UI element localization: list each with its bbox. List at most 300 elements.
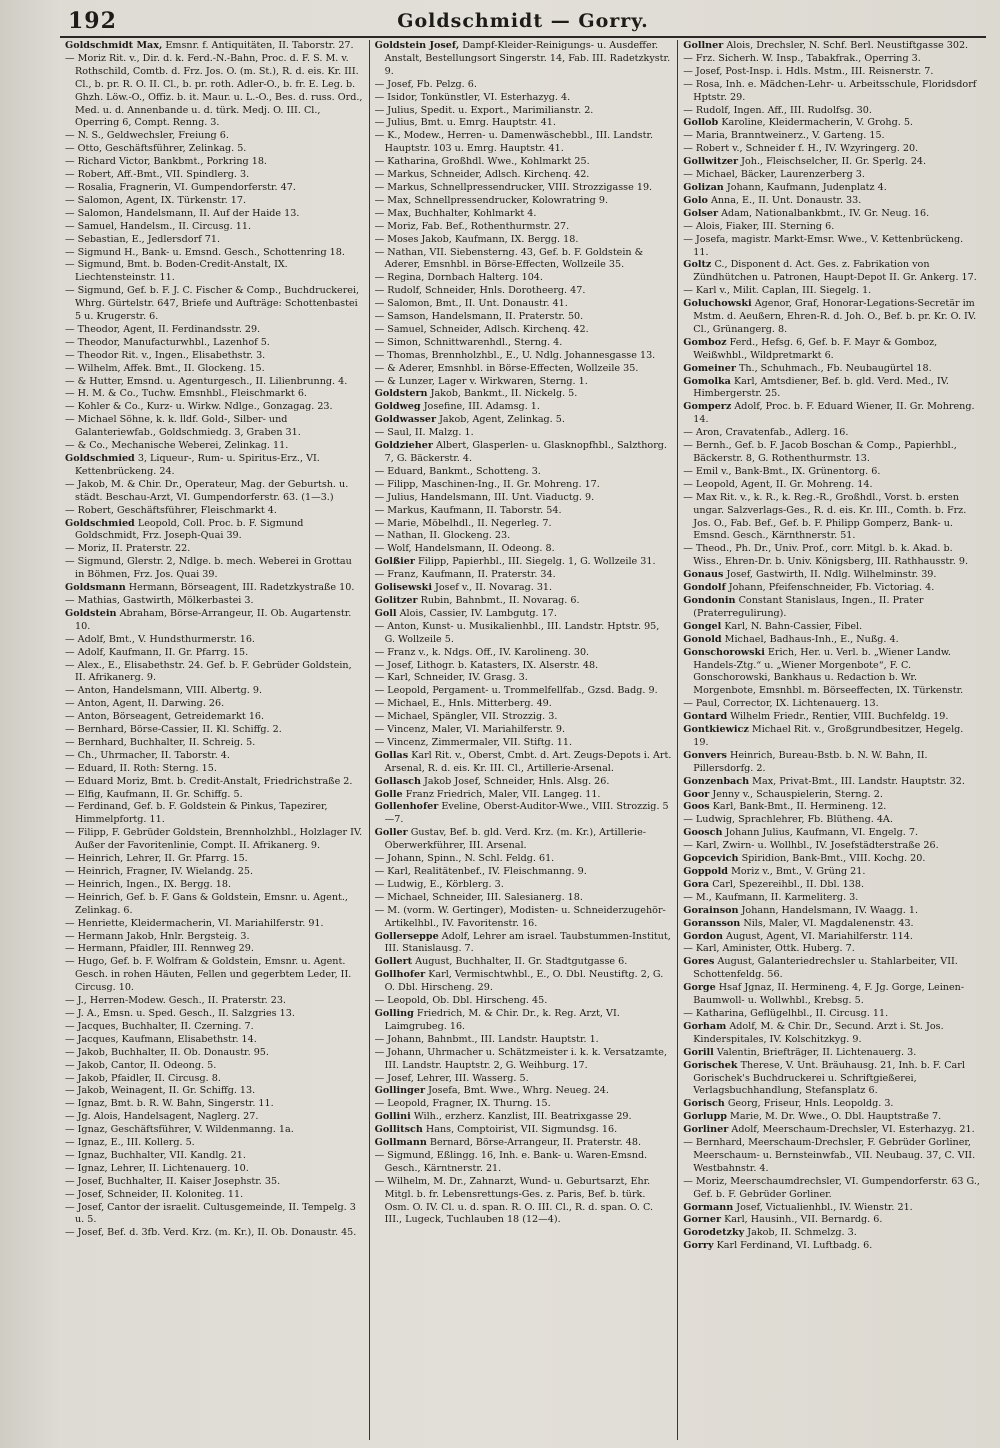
entry-details: Moriz v., Bmt., V. Grüng 21. [731,866,866,877]
entry-details: — Moriz, II. Praterstr. 22. [65,543,191,555]
entry-details: — Theod., Ph. Dr., Univ. Prof., corr. Mitgl. b. k. Akad. b. Wiss., Ehren-Dr. b. Univ. Königsberg, III. Rathhausstr. 9. [683,543,969,568]
directory-entry [65,724,364,737]
directory-entry [65,1034,364,1047]
entry-surname: Gorlupp [683,1111,727,1123]
directory-entry [375,363,673,376]
directory-entry [683,982,981,1008]
entry-details: — Julius, Handelsmann, III. Unt. Viaductg. 9. [374,491,595,503]
entry-details: Karl, N. Bahn-Cassier, Fibel. [724,620,863,632]
entry-details: Wilhelm Friedr., Rentier, VIII. Buchfeldg. 19. [730,711,949,723]
entry-details: Karl Ferdinand, VI. Luftbadg. 6. [716,1240,873,1252]
directory-entry [375,505,673,518]
directory-entry [375,698,673,711]
entry-details: — Emil v., Bank-Bmt., IX. Grünentorg. 6. [683,465,881,477]
entry-details: — Wilhelm, M. Dr., Zahnarzt, Wund- u. Geburtsarzt, Ehr. Mitgl. b. fr. Lebensrettungs-Ges. z. Paris, Bef. b. türk. Osm. O. IV. Cl. u. d. span. R. O. III. Cl., R. d. span. O. C. III., Lugeck, Tuchlauben 18 (12—4). [374,1175,654,1226]
entry-details: — Anton, Kunst- u. Musikalienhbl., III. Landstr. Hptstr. 95, G. Wollzeile 5. [374,620,660,645]
directory-entry [65,247,364,260]
directory-entry [65,1202,364,1228]
directory-entry [375,892,673,905]
directory-entry [375,1073,673,1086]
directory-entry [65,479,364,505]
directory-entry [683,298,981,337]
entry-surname: Gorill [683,1046,714,1058]
entry-details: — Sebastian, E., Jedlersdorf 71. [65,233,221,245]
directory-entry [375,827,673,853]
entry-details: — Jakob, Buchhalter, II. Ob. Donaustr. 95. [65,1046,269,1058]
entry-details: — Rudolf, Schneider, Hnls. Dorotheerg. 47. [374,285,586,297]
entry-details: — & Aderer, Emsnhbl. in Börse-Effecten, Wollzeile 35. [374,362,639,374]
entry-surname: Goll [374,607,397,619]
directory-entry [375,156,673,169]
entry-details: — Richard Victor, Bankbmt., Porkring 18. [65,156,267,168]
entry-details: — Adolf, Bmt., V. Hundsthurmerstr. 16. [65,633,255,645]
entry-details: — Max, Buchhalter, Kohlmarkt 4. [374,207,537,219]
directory-entry [683,221,981,234]
directory-entry [683,401,981,427]
directory-entry [375,737,673,750]
entry-surname: Goldstein [65,607,117,619]
directory-entry [65,608,364,634]
entry-surname: Gollwitzer [683,156,739,168]
directory-entry [375,311,673,324]
directory-entry [375,234,673,247]
directory-entry [375,1047,673,1073]
directory-entry [65,440,364,453]
entry-surname: Goldzieher [374,440,433,452]
directory-entry [683,208,981,221]
directory-entry [683,1124,981,1137]
entry-details: — Vincenz, Maler, VI. Mariahilferstr. 9. [374,724,566,736]
entry-details: Abraham, Börse-Arrangeur, II. Ob. Augartenstr. 10. [75,607,352,632]
entry-details: — J. A., Emsn. u. Sped. Gesch., II. Salzgries 13. [65,1007,295,1019]
entry-details: — Robert, Geschäftsführer, Fleischmarkt 4. [65,504,277,516]
directory-entry [65,995,364,1008]
directory-entry [375,969,673,995]
entry-details: — Heinrich, Lehrer, II. Gr. Pfarrg. 15. [65,853,248,865]
directory-entry [375,427,673,440]
directory-entry [65,879,364,892]
directory-entry [65,388,364,401]
entry-details: — Johann, Spinn., N. Schl. Feldg. 61. [374,853,555,865]
directory-entry [375,440,673,466]
directory-entry [375,1085,673,1098]
directory-entry [683,853,981,866]
entry-details: — Ferdinand, Gef. b. F. Goldstein & Pinkus, Tapezirer, Himmelpfortg. 11. [65,801,328,826]
entry-details: — Markus, Schneider, Adlsch. Kirchenq. 42. [374,169,590,181]
directory-entry [683,724,981,750]
entry-details: — Ignaz, Buchhalter, VII. Kandlg. 21. [65,1149,246,1161]
entry-details: Josef v., II. Novarag. 31. [435,582,553,594]
entry-details: Max, Privat-Bmt., III. Landstr. Hauptstr. 32. [752,775,965,787]
entry-surname: Golisewski [374,582,432,594]
entry-details: Dampf-Kleider-Reinigungs- u. Ausdeffer. Anstalt, Bestellungsort Singerstr. 14, Fab. III. Radetzkystr. 9. [384,40,671,77]
entry-details: — & Co., Mechanische Weberei, Zelinkag. 11. [65,440,289,452]
directory-entry [683,827,981,840]
directory-entry [65,1111,364,1124]
entry-details: — Rosa, Inh. e. Mädchen-Lehr- u. Arbeitsschule, Floridsdorf Hptstr. 29. [683,78,977,103]
directory-entry [375,776,673,789]
entry-details: — Michael, Spängler, VII. Strozzig. 3. [374,711,558,723]
directory-entry [65,337,364,350]
directory-entry [65,208,364,221]
directory-entry [65,401,364,414]
directory-entry [375,247,673,273]
entry-surname: Gollob [683,117,719,129]
directory-entry [65,763,364,776]
entry-details: Karoline, Kleidermacherin, V. Grohg. 5. [721,117,913,129]
directory-entry [683,801,981,814]
entry-details: Josef, Gastwirth, II. Ndlg. Wilhelminstr. 39. [726,569,937,581]
entry-surname: Gorischek [683,1059,738,1071]
entry-details: — Alex., E., Elisabethstr. 24. Gef. b. F. Gebrüder Goldstein, II. Afrikanerg. 9. [65,659,352,684]
directory-entry [375,388,673,401]
entry-details: — Sigmund, Glerstr. 2, Ndlge. b. mech. Weberei in Grottau in Böhmen, Frz. Jos. Quai 39. [65,556,352,581]
entry-surname: Gomolka [683,375,731,387]
directory-entry [683,363,981,376]
column-right [677,40,986,1440]
entry-details: Josef, Victualienhbl., IV. Wienstr. 21. [736,1201,913,1213]
directory-entry [375,466,673,479]
entry-details: — Leopold, Fragner, IX. Thurng. 15. [374,1098,551,1110]
entry-details: Eveline, Oberst-Auditor-Wwe., VIII. Strozzig. 5—7. [384,801,669,826]
directory-entry [683,1214,981,1227]
directory-entry [65,1073,364,1086]
directory-entry [65,1163,364,1176]
directory-entry [683,1008,981,1021]
directory-entry [375,582,673,595]
directory-entry [683,931,981,944]
entry-details: — Johann, Uhrmacher u. Schätzmeister i. k. k. Versatzamte, III. Landstr. Hauptstr. 2, G. Weihburg. 17. [374,1046,667,1071]
entry-details: — Sigmund H., Bank- u. Emsnd. Gesch., Schottenring 18. [65,246,345,258]
entry-details: — Salomon, Handelsmann, II. Auf der Haide 13. [65,207,300,219]
directory-entry [375,931,673,957]
entry-surname: Gorham [683,1020,727,1032]
entry-details: Leopold, Coll. Proc. b. F. Sigmund Goldschmidt, Frz. Joseph-Quai 39. [75,517,304,542]
entry-details: — Bernh., Gef. b. F. Jacob Boschan & Comp., Papierhbl., Bäckerstr. 8, G. Rothenthurmstr. 13. [683,440,957,464]
entry-details: August, Galanteriedrechsler u. Stahlarbeiter, VII. Schottenfeldg. 56. [693,956,958,981]
entry-surname: Goldstein Josef, [374,40,460,51]
entry-details: — Mathias, Gastwirth, Mölkerbastei 3. [65,594,254,606]
entry-surname: Goldweg [374,401,421,413]
entry-surname: Gollinger [374,1085,425,1097]
entry-details: C., Disponent d. Act. Ges. z. Fabrikation von Zündhütchen u. Patronen, Haupt-Depot II. Gr. Ankerg. 17. [693,259,977,284]
entry-surname: Gontkiewicz [683,724,749,736]
entry-details: — Hugo, Gef. b. F. Wolfram & Goldstein, Emsnr. u. Agent. Gesch. in rohen Häuten, Fellen und gegerbtem Leder, II. Circusg. 10. [65,956,352,994]
entry-details: Georg, Friseur, Hnls. Leopoldg. 3. [727,1098,894,1110]
entry-details: — Thomas, Brennholzhbl., E., U. Ndlg. Johannesgasse 13. [374,349,656,361]
entry-details: — K., Modew., Herren- u. Damenwäschebbl., III. Landstr. Hauptstr. 103 u. Emrg. Hauptstr. 41. [374,130,654,155]
directory-entry [683,337,981,363]
entry-details: Emsnr. f. Antiquitäten, II. Taborstr. 27. [165,40,354,51]
entry-details: Nils, Maler, VI. Magdalenenstr. 43. [743,917,914,929]
entry-details: — Moriz, Meerschaumdrechsler, VI. Gumpendorferstr. 63 G., Gef. b. F. Gebrüder Gorliner. [683,1175,980,1200]
entry-details: — Markus, Kaufmann, II. Taborstr. 54. [374,504,562,516]
entry-surname: Gopcevich [683,853,739,865]
entry-details: Karl, Vermischtwhbl., E., O. Dbl. Neustiftg. 2, G. O. Dbl. Hirscheng. 29. [384,969,664,994]
directory-entry [375,221,673,234]
directory-entry [65,1124,364,1137]
directory-entry [683,53,981,66]
directory-entry [65,1189,364,1202]
directory-entry [375,518,673,531]
entry-details: — Jakob, Pfaidler, II. Circusg. 8. [65,1072,221,1084]
directory-entry [683,582,981,595]
entry-surname: Gomeiner [683,362,736,374]
entry-surname: Goltz [683,259,712,271]
directory-entry [65,750,364,763]
entry-details: — Bernhard, Meerschaum-Drechsler, F. Gebrüder Gorliner, Meerschaum- u. Bernsteinwfab., VII. Neubaug. 37, C. VII. Westbahnstr. 4. [683,1137,976,1174]
directory-entry [683,40,981,53]
directory-entry [375,1124,673,1137]
directory-entry [375,543,673,556]
directory-entry [375,285,673,298]
directory-entry [375,1176,673,1228]
entry-details: Friedrich, M. & Chir. Dr., k. Reg. Arzt, VI. Laimgrubeg. 16. [384,1007,620,1032]
entry-surname: Goldschmied [65,517,135,529]
entry-details: Josefine, III. Adamsg. 1. [423,401,540,413]
entry-surname: Goller [374,827,408,839]
entry-details: — Simon, Schnittwarenhdl., Sterng. 4. [374,336,563,348]
directory-entry [683,956,981,982]
directory-entry [65,776,364,789]
entry-details: Jenny v., Schauspielerin, Sterng. 2. [712,788,883,800]
directory-entry [375,879,673,892]
entry-details: — Ignaz, Geschäftsführer, V. Wildenmanng. 1a. [65,1124,294,1136]
entry-details: — Katharina, Geflügelhbl., II. Circusg. 11. [683,1007,889,1019]
entry-details: Johann, Pfeifenschneider, Fb. Victoriag. 4. [728,582,935,594]
directory-entry [683,1176,981,1202]
directory-entry [683,1240,981,1253]
entry-details: — Moses Jakob, Kaufmann, IX. Bergg. 18. [374,233,579,245]
entry-details: Jakob, II. Schmelzg. 3. [747,1227,857,1239]
directory-entry [65,234,364,247]
entry-surname: Gora [683,878,710,890]
entry-details: Carl, Spezereihbl., II. Dbl. 138. [712,878,865,890]
entry-details: — Eduard, Bankmt., Schotteng. 3. [374,465,541,477]
entry-details: Adolf, Proc. b. F. Eduard Wiener, II. Gr. Mohreng. 14. [693,401,975,426]
entry-details: — Rudolf, Ingen. Aff., III. Rudolfsg. 30. [683,104,872,116]
entry-surname: Gorge [683,982,716,994]
directory-entry [683,259,981,285]
entry-surname: Goldstern [374,388,428,400]
entry-details: — Theodor Rit. v., Ingen., Elisabethstr. 3. [65,349,266,361]
entry-details: Karl, Bank-Bmt., II. Hermineng. 12. [712,801,887,813]
directory-entry [375,1111,673,1124]
entry-details: — Ludwig, Sprachlehrer, Fb. Blütheng. 4A. [683,814,893,826]
entry-surname: Gonschorowski [683,646,765,658]
entry-surname: Gondolf [683,582,726,594]
directory-entry [683,569,981,582]
entry-details: — Josef, Post-Insp. i. Hdls. Mstm., III. Reisnerstr. 7. [683,65,934,77]
column-left [60,40,369,1440]
entry-details: — Anton, Handelsmann, VIII. Albertg. 9. [65,685,263,697]
directory-entry [683,814,981,827]
entry-surname: Golling [374,1007,414,1019]
directory-entry [65,1098,364,1111]
entry-details: — Jacques, Buchhalter, II. Czerning. 7. [65,1020,254,1032]
directory-entry [65,1060,364,1073]
entry-details: — Moriz, Fab. Bef., Rothenthurmstr. 27. [374,220,570,232]
entry-surname: Gomperz [683,401,732,413]
entry-details: — Isidor, Tonkünstler, VI. Esterhazyg. 4. [374,91,571,103]
entry-details: Karl Rit. v., Oberst, Cmbt. d. Art. Zeugs-Depots i. Art. Arsenal, R. d. eis. Kr. III. Cl., Artillerie-Arsenal. [384,749,672,774]
entry-details: — Henriette, Kleidermacherin, VI. Mariahilferstr. 91. [65,917,324,929]
entry-details: Constant Stanislaus, Ingen., II. Prater (Praterregulirung). [693,594,924,619]
directory-entry [65,324,364,337]
directory-entry [65,711,364,724]
directory-entry [65,414,364,440]
directory-entry [375,905,673,931]
directory-entry [375,801,673,827]
entry-surname: Gores [683,956,715,968]
directory-entry [375,750,673,776]
directory-entry [65,827,364,853]
entry-details: — Jacques, Kaufmann, Elisabethstr. 14. [65,1033,257,1045]
directory-entry [65,1137,364,1150]
entry-details: — Hermann Jakob, Hnlr. Bergsteig. 3. [65,930,250,942]
directory-entry [683,466,981,479]
entry-details: Erich, Her. u. Verl. b. „Wiener Landw. Handels-Ztg.“ u. „Wiener Morgenbote“, F. C. Gonschorowski, Bankhaus u. Redaction b. Wr. Morgenbote, Emsnhbl. m. Börseeffecten, IX. Türkenstr. [693,646,964,697]
entry-details: — Heinrich, Ingen., IX. Bergg. 18. [65,878,232,890]
entry-details: Spiridion, Bank-Bmt., VIII. Kochg. 20. [741,853,926,865]
directory-entry [375,608,673,621]
entry-details: — Paul, Corrector, IX. Lichtenauerg. 13. [683,698,879,710]
directory-entry [375,1150,673,1176]
entry-details: — Salomon, Agent, IX. Türkenstr. 17. [65,194,247,206]
entry-surname: Gonaus [683,569,724,581]
entry-details: — Salomon, Bmt., II. Unt. Donaustr. 41. [374,298,568,310]
entry-details: Jakob, Agent, Zelinkag. 5. [439,414,565,426]
directory-entry [375,208,673,221]
entry-details: — Eduard Moriz, Bmt. b. Credit-Anstalt, Friedrichstraße 2. [65,775,353,787]
entry-details: Karl, Hausinh., VII. Bernardg. 6. [724,1214,883,1226]
directory-entry [375,672,673,685]
entry-details: — Jakob, Weinagent, II. Gr. Schiffg. 13. [65,1085,256,1097]
entry-details: Alois, Cassier, IV. Lambgutg. 17. [399,607,557,619]
entry-surname: Goldwasser [374,414,437,426]
page-number: 192 [68,8,117,34]
entry-details: — N. S., Geldwechsler, Freiung 6. [65,130,229,142]
entry-surname: Gollas [374,749,409,761]
directory-entry [683,918,981,931]
entry-surname: Golßier [374,556,415,568]
entry-details: August, Buchhalter, II. Gr. Stadtgutgasse 6. [415,956,628,968]
directory-entry [375,789,673,802]
entry-details: — Franz v., k. Ndgs. Off., IV. Karolineng. 30. [374,646,590,658]
directory-entry [65,40,364,53]
directory-entry [683,376,981,402]
entry-surname: Goos [683,801,710,813]
entry-details: Adolf, Meerschaum-Drechsler, VI. Esterhazyg. 21. [731,1124,975,1136]
entry-details: — Theodor, Manufacturwhbl., Lazenhof 5. [65,336,270,348]
entry-surname: Gollner [683,40,724,51]
directory-entry [683,543,981,569]
entry-surname: Gonold [683,633,722,645]
directory-entry [683,647,981,699]
entry-details: — Josef, Schneider, II. Koloniteg. 11. [65,1188,244,1200]
entry-details: Michael, Badhaus-Inh., E., Nußg. 4. [724,633,899,645]
directory-entry [683,169,981,182]
directory-entry [65,518,364,544]
directory-entry [375,724,673,737]
entry-details: — Sigmund, Eßlingg. 16, Inh. e. Bank- u. Waren-Emsnd. Gesch., Kärntnerstr. 21. [374,1149,648,1174]
entry-surname: Gorliner [683,1124,729,1136]
entry-surname: Gomboz [683,336,727,348]
entry-surname: Gollerseppe [374,930,439,942]
directory-entry [65,647,364,660]
directory-entry [375,995,673,1008]
directory-entry [65,1085,364,1098]
entry-details: Adolf, Lehrer am israel. Taubstummen-Institut, III. Stanislausg. 7. [384,930,671,955]
entry-details: — Bernhard, Börse-Cassier, II. Kl. Schiffg. 2. [65,724,282,736]
entry-surname: Goor [683,788,710,800]
entry-details: — Anton, Agent, II. Darwing. 26. [65,698,225,710]
page-header [60,6,986,40]
entry-surname: Gorisch [683,1098,725,1110]
entry-details: — Josef, Cantor der israelit. Cultusgemeinde, II. Tempelg. 3 u. 5. [65,1201,356,1226]
directory-entry [375,182,673,195]
entry-details: — Leopold, Ob. Dbl. Hirscheng. 45. [374,995,548,1007]
entry-details: — & Hutter, Emsnd. u. Agenturgesch., II. Lilienbrunng. 4. [65,375,348,387]
entry-details: Johann Julius, Kaufmann, VI. Engelg. 7. [725,827,918,839]
entry-surname: Gollini [374,1111,411,1123]
entry-details: — Karl, Schneider, IV. Grasg. 3. [374,672,528,684]
entry-surname: Gollert [374,956,413,968]
directory-entry [375,337,673,350]
column-middle [369,40,678,1440]
directory-entry [683,66,981,79]
directory-entry [375,130,673,156]
entry-surname: Gonvers [683,749,727,761]
directory-entry [375,479,673,492]
directory-entry [375,92,673,105]
entry-details: — Vincenz, Zimmermaler, VII. Stiftg. 11. [374,736,573,748]
directory-entry [65,505,364,518]
directory-entry [65,169,364,182]
entry-details: — Jg. Alois, Handelsagent, Naglerg. 27. [65,1111,259,1123]
entry-details: Gustav, Bef. b. gld. Verd. Krz. (m. Kr.), Artillerie-Oberwerkführer, III. Arsenal. [384,827,646,852]
entry-details: Ferd., Hefsg. 6, Gef. b. F. Mayr & Gomboz, Weißwhbl., Wildpretmarkt 6. [693,336,938,361]
entry-surname: Gorner [683,1214,722,1226]
entry-details: — Franz, Kaufmann, II. Praterstr. 34. [374,569,556,581]
directory-entry [65,195,364,208]
entry-details: — Josef, Bef. d. 3fb. Verd. Krz. (m. Kr.), II. Ob. Donaustr. 45. [65,1227,357,1239]
directory-entry [65,453,364,479]
directory-entry [375,530,673,543]
entry-details: — Josef, Buchhalter, II. Kaiser Josephstr. 35. [65,1175,281,1187]
entry-details: Anna, E., II. Unt. Donaustr. 33. [710,194,862,206]
entry-details: — Regina, Dornbach Halterg. 104. [374,272,543,284]
directory-entry [65,285,364,324]
entry-details: — Karl, Zwirn- u. Wollhbl., IV. Josefstädterstraße 26. [683,840,939,852]
entry-details: Hermann, Börseagent, III. Radetzkystraße 10. [128,582,355,594]
entry-details: — Katharina, Großhdl. Wwe., Kohlmarkt 25. [374,156,590,168]
directory-columns [60,40,986,1440]
entry-details: — Marie, Möbelhdl., II. Negerleg. 7. [374,517,552,529]
directory-entry [683,1098,981,1111]
entry-surname: Gordon [683,930,723,942]
entry-details: — Anton, Börseagent, Getreidemarkt 16. [65,711,265,723]
entry-details: Filipp, Papierhbl., III. Siegelg. 1, G. Wollzeile 31. [418,556,656,568]
entry-details: — Saul, II. Malzg. 1. [374,427,474,439]
directory-entry [375,853,673,866]
entry-details: Joh., Fleischselcher, II. Gr. Sperlg. 24. [741,156,927,168]
entry-details: — Ludwig, E., Körblerg. 3. [374,878,504,890]
directory-entry [375,569,673,582]
directory-entry [375,414,673,427]
directory-entry [683,479,981,492]
directory-entry [683,943,981,956]
